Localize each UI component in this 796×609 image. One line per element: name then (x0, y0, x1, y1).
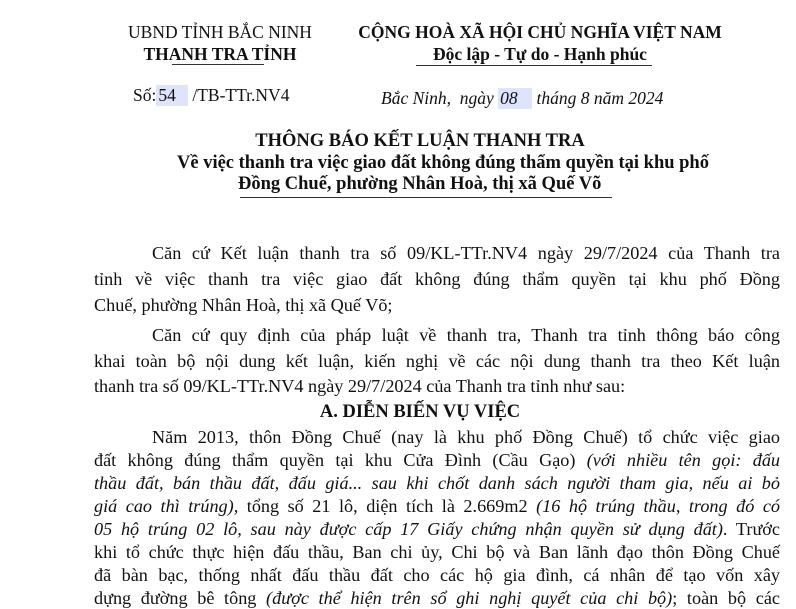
doc-no-label: Số: (133, 85, 157, 105)
paragraph-1-line-2: tỉnh về việc thanh tra việc giao đất không đúng thẩm quyền tại khu phố Đồng (94, 269, 780, 289)
agency-underline (172, 64, 264, 65)
paragraph-3-line-8 (94, 587, 780, 609)
p3-l4-italic-a: giá cao thì trúng), (94, 496, 239, 516)
date-day: 08 (498, 88, 532, 109)
p3-l8-normal: dựng đường bê tông (94, 588, 267, 608)
date-suffix: tháng 8 năm 2024 (536, 88, 664, 108)
p3-l4-italic-b: (16 hộ trúng thầu, trong đó có (536, 496, 780, 516)
paragraph-3-line-2 (94, 449, 780, 471)
paragraph-3-line-5 (94, 518, 780, 540)
p3-l8-italic: (được thể hiện trên sổ ghi nghị quyết của chi bộ) (266, 588, 673, 608)
p3-l2-italic: (với nhiều tên gọi: đấu (586, 450, 781, 470)
paragraph-1-line-3: Chuế, phường Nhân Hoà, thị xã Quế Võ; (94, 295, 393, 315)
p3-l5-normal: . Trước (722, 519, 780, 539)
paragraph-2-line-3: thanh tra số 09/KL-TTr.NV4 ngày 29/7/2024 của Thanh tra tỉnh như sau: (94, 376, 626, 396)
paragraph-1-line-1: Căn cứ Kết luận thanh tra số 09/KL-TTr.NV4 ngày 29/7/2024 của Thanh tra (152, 243, 780, 263)
issue-date (381, 88, 663, 109)
motto-underline (416, 65, 652, 66)
doc-no-value: 54 (156, 85, 188, 106)
paragraph-3-line-3: thầu đất, bán thầu đất, đấu giá... sau khi chốt danh sách người tham gia, nếu ai bỏ (94, 473, 780, 493)
title-underline (240, 197, 612, 198)
nation-title: CỘNG HOÀ XÃ HỘI CHỦ NGHĨA VIỆT NAM (358, 22, 722, 42)
doc-no-suffix: /TB-TTr.NV4 (192, 85, 290, 105)
agency-parent: UBND TỈNH BẮC NINH (128, 22, 312, 42)
document-title: THÔNG BÁO KẾT LUẬN THANH TRA (255, 131, 585, 151)
paragraph-2-line-2: khai toàn bộ nội dung kết luận, kiến nghị về các nội dung thanh tra theo Kết luận (94, 351, 780, 371)
national-motto: Độc lập - Tự do - Hạnh phúc (433, 44, 647, 64)
date-prefix: Bắc Ninh, ngày (381, 88, 494, 108)
agency-name: THANH TRA TỈNH (143, 44, 297, 64)
document-subtitle-line2: Đồng Chuế, phường Nhân Hoà, thị xã Quế Võ (238, 174, 602, 194)
p3-l5-italic: 05 hộ trúng 02 lô, sau này được cấp 17 Giấy chứng nhận quyền sử dụng đất) (94, 519, 723, 539)
paragraph-3-line-1: Năm 2013, thôn Đồng Chuế (nay là khu phố Đồng Chuế) tổ chức việc giao (152, 427, 780, 447)
paragraph-3-line-6: khi tổ chức thực hiện đấu thầu, Ban chi ủy, Chi bộ và Ban lãnh đạo thôn Đồng Chuế (94, 542, 780, 562)
paragraph-3-line-7: đã bàn bạc, thống nhất đấu thầu đất cho các hộ gia đình, cá nhân để tạo vốn xây (94, 565, 780, 585)
p3-l8-tail: ; toàn bộ các (672, 588, 780, 608)
document-number (133, 85, 289, 106)
paragraph-3-line-4 (94, 495, 780, 517)
p3-l2-normal: đất không đúng thẩm quyền tại khu Cửa Đình (Cầu Gạo) (94, 450, 587, 470)
paragraph-2-line-1: Căn cứ quy định của pháp luật về thanh tra, Thanh tra tỉnh thông báo công (152, 325, 780, 345)
p3-l4-normal: tổng số 21 lô, diện tích là 2.669m2 (238, 496, 537, 516)
section-a-heading: A. DIỄN BIẾN VỤ VIỆC (319, 402, 521, 422)
document-subtitle-line1: Về việc thanh tra việc giao đất không đúng thẩm quyền tại khu phố (177, 153, 709, 173)
